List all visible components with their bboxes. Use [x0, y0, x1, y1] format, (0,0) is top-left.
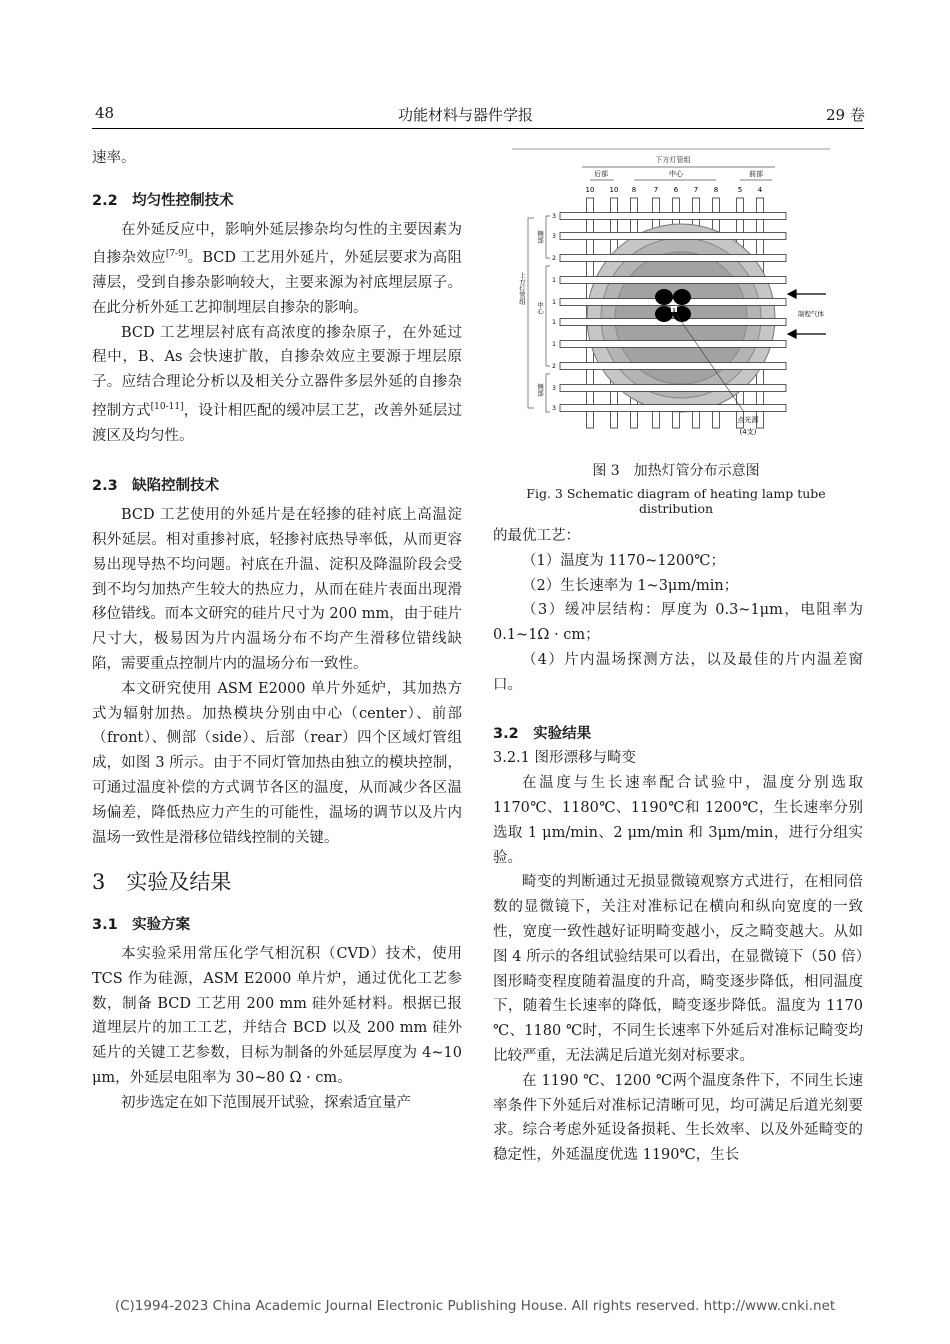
spot-label: 点光源 — [737, 416, 759, 424]
lamp-number: 8 — [631, 186, 637, 194]
list-item: （4）片内温场探测方法，以及最佳的片内温差窗口。 — [493, 651, 863, 693]
row-number: 3 — [552, 405, 556, 412]
paragraph: 畸变的判断通过无损显微镜观察方式进行，在相同倍数的显微镜下，关注对准标记在横向和纵向宽度的一致性，宽度一致性越好证明畸变越小，反之畸变越大。从如图 4 所示的各组试验结果可以看出，在显微镜下（50 倍）图形畸变程度随着温度的升高，畸变逐步降低，相同温度下，随着生长速率的降低，畸变逐步降低。温度为 1170 ℃、1180 ℃时，不同生长速率下外延后对准标记畸变均比较严重，无法满足后道光刻对标要求。 — [493, 874, 863, 1064]
upper-lamp-group-label: 上方灯管组 — [518, 271, 526, 305]
journal-title: 功能材料与器件学报 — [398, 106, 534, 124]
copyright-footer: (C)1994-2023 China Academic Journal Electronic Publishing House. All rights reserved. http://www.cnki.net — [114, 1298, 836, 1314]
section-3-1-heading: 3.1 实验方案 — [92, 917, 191, 934]
paragraph: 在外延反应中，影响外延层掺杂均匀性的主要因素为自掺杂效应[7-9]。BCD 工艺用外延片，外延层要求为高阻薄层，受到自掺杂影响较大，主要来源为衬底埋层原子。在此分析外延工艺抑制埋层自掺杂的影响。 — [92, 221, 462, 316]
paragraph: 速率。 — [92, 150, 136, 166]
row-number: 1 — [552, 319, 556, 326]
left-column — [92, 146, 462, 1116]
row-number: 3 — [552, 233, 556, 240]
spot-count: (4支) — [739, 428, 757, 436]
upper-lamp-tube — [560, 233, 786, 240]
lamp-number: 7 — [653, 186, 659, 194]
upper-lamp-tube — [560, 277, 786, 284]
paragraph: BCD 工艺埋层衬底有高浓度的掺杂原子，在外延过程中，B、As 会快速扩散，自掺杂效应主要源于埋层原子。应结合理论分析以及相关分立器件多层外延的自掺杂控制方式[10-11]，设计相匹配的缓冲层工艺，改善外延层过渡区及均匀性。 — [92, 324, 463, 444]
lamp-number: 5 — [737, 186, 743, 194]
page-number: 48 — [95, 104, 115, 122]
spot-number: 9 — [672, 308, 676, 314]
volume: 29 卷 — [826, 106, 865, 124]
paragraph: 本文研究使用 ASM E2000 单片外延炉，其加热方式为辐射加热。加热模块分别由中心（center）、前部（front）、侧部（side）、后部（rear）四个区域灯管组成，如图 3 所示。由于不同灯管加热由独立的模块控制，可通过温度补偿的方式调节各区的温度，从而减少各区温场偏差，降低热应力产生的可能性，温场的调节以及片内温场一致性是滑移位错线控制的关键。 — [92, 680, 462, 846]
process-gas-label: 制程气体 — [798, 310, 824, 318]
section-2-2-heading: 2.2 均匀性控制技术 — [92, 192, 234, 209]
row-number: 2 — [552, 255, 556, 262]
upper-lamp-tube — [560, 213, 786, 220]
paragraph: 本实验采用常压化学气相沉积（CVD）技术，使用 TCS 作为硅源，ASM E2000 单片炉，通过优化工艺参数，制备 BCD 工艺用 200 mm 硅外延材料。根据已报道埋层片的加工工艺，并结合 BCD 以及 200 mm 硅外延片的关键工艺参数，目标为制备的外延层厚度为 4~10 μm，外延层电阻率为 30~80 Ω · cm。 — [92, 945, 462, 1086]
figure-caption-en: Fig. 3 Schematic diagram of heating lamp tube distribution — [526, 486, 826, 516]
side-center-label: 中心 — [536, 301, 544, 315]
list-item: （1）温度为 1170~1200℃； — [522, 552, 726, 569]
upper-lamp-tube — [560, 385, 786, 392]
lower-lamp-group-label: 下方灯管组 — [655, 156, 691, 164]
side-top-label: 侧部 — [536, 230, 544, 244]
lamp-number: 4 — [757, 186, 763, 194]
section-3-2-heading: 3.2 实验结果 — [493, 725, 592, 742]
paragraph: 初步选定在如下范围展开试验，探索适宜量产 — [121, 1094, 411, 1111]
paragraph: 的最优工艺： — [493, 528, 580, 544]
citation: [7-9] — [165, 249, 188, 260]
rear-label: 后部 — [594, 170, 608, 178]
lamp-number: 10 — [609, 186, 619, 194]
figure-caption-cn: 图 3 加热灯管分布示意图 — [592, 463, 760, 479]
paragraph: 在 1190 ℃、1200 ℃两个温度条件下，不同生长速率条件下外延后对准标记清晰可见，均可满足后道光刻要求。综合考虑外延设备损耗、生长效率、以及外延畸变的稳定性，外延温度优选 1190℃，生长 — [493, 1072, 863, 1164]
row-number: 3 — [552, 213, 556, 220]
front-label: 前部 — [749, 170, 763, 178]
lamp-number: 6 — [673, 186, 679, 194]
paragraph: BCD 工艺使用的外延片是在轻掺的硅衬底上高温淀积外延层。相对重掺衬底，轻掺衬底热导率低，从而更容易出现导热不均问题。衬底在升温、淀积及降温阶段会受到不均匀加热产生较大的热应力，从而在硅片表面出现滑移位错线。而本文研究的硅片尺寸为 200 mm，由于硅片尺寸大，极易因为片内温场分布不均产生滑移位错线缺陷，需要重点控制片内的温场分布一致性。 — [92, 507, 462, 672]
upper-lamp-tube — [560, 405, 786, 412]
row-number: 1 — [552, 277, 556, 284]
paragraph: 在温度与生长速率配合试验中，温度分别选取 1170℃、1180℃、1190℃和 1200℃，生长速率分别选取 1 μm/min、2 μm/min 和 3μm/min，进行分组实验。 — [493, 775, 863, 866]
right-column — [493, 524, 863, 1168]
upper-lamp-tube — [560, 319, 786, 326]
center-label: 中心 — [669, 170, 683, 178]
lamp-number: 8 — [713, 186, 719, 194]
list-item: （2）生长速率为 1~3μm/min； — [522, 577, 739, 594]
section-2-3-heading: 2.3 缺陷控制技术 — [92, 478, 220, 495]
upper-lamp-tube — [560, 299, 786, 306]
upper-lamp-tube — [560, 341, 786, 348]
row-number: 2 — [552, 363, 556, 370]
row-number: 1 — [552, 341, 556, 348]
lamp-number: 10 — [585, 186, 595, 194]
header-rule — [92, 128, 864, 129]
upper-lamp-tube — [560, 255, 786, 262]
heating-lamp-diagram — [490, 140, 862, 450]
lamp-number: 7 — [693, 186, 699, 194]
upper-lamp-tube — [560, 363, 786, 370]
section-3-heading: 3 实验及结果 — [92, 870, 232, 895]
subsection-3-2-1-heading: 3.2.1 图形漂移与畸变 — [493, 750, 637, 767]
side-bottom-label: 侧部 — [536, 383, 544, 397]
citation: [10-11] — [150, 402, 184, 412]
row-number: 3 — [552, 385, 556, 392]
list-item: （3）缓冲层结构：厚度为 0.3~1μm，电阻率为 0.1~1Ω · cm； — [493, 602, 863, 644]
figure-3 — [490, 140, 862, 516]
row-number: 1 — [552, 299, 556, 306]
